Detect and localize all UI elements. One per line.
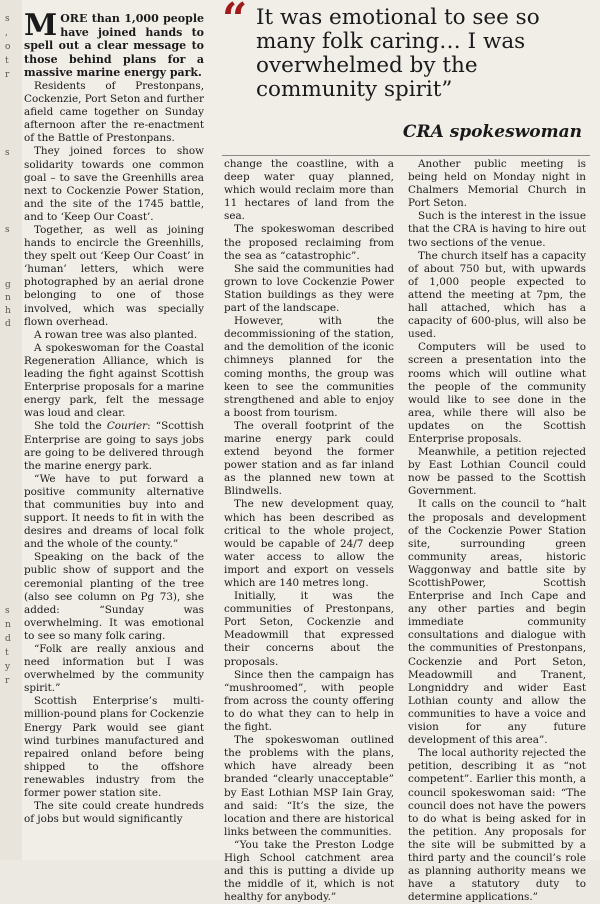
- pull-quote: [222, 0, 590, 154]
- margin-letter: t: [5, 648, 9, 658]
- margin-letter: g: [5, 280, 11, 290]
- paragraph: The overall footprint of the marine energy park could extend beyond the former power station and as far inland as the planned new town at Blindwells.: [224, 419, 394, 498]
- paragraph: “You take the Preston Lodge High School catchment area and this is putting a divide up the middle of it, which is not healthy for anybody.”: [224, 838, 394, 904]
- margin-letter: s: [5, 606, 10, 616]
- paragraph: Another public meeting is being held on Monday night in Chalmers Memorial Church in Port Seton.: [408, 158, 586, 210]
- paragraph: “Folk are really anxious and need information but I was overwhelmed by the community spirit.”: [24, 643, 204, 695]
- paragraph: [24, 420, 204, 472]
- paragraph: Initially, it was the communities of Prestonpans, Port Seton, Cockenzie and Meadowmill that expressed their concerns about the proposals.: [224, 590, 394, 668]
- quote-mark-icon: “: [222, 0, 244, 45]
- divider: [222, 155, 590, 156]
- paragraph: The spokeswoman described the proposed reclaiming from the sea as “catastrophic”.: [224, 223, 394, 262]
- margin-letter: d: [5, 319, 11, 329]
- margin-letter: ,: [5, 28, 8, 38]
- paragraph: However, with the decommissioning of the station, and the demolition of the iconic chimneys planned for the coming months, the group was keen to see the communities strengthened and able to enjoy a boost from tourism.: [224, 315, 394, 419]
- lede-text: ORE than 1,000 people have joined hands to spell out a clear message to those behind plans for a massive marine energy park.: [24, 12, 204, 80]
- margin-letter: r: [5, 70, 10, 80]
- margin-letter: n: [5, 293, 11, 303]
- margin-letter: s: [5, 148, 10, 158]
- margin-letter: y: [5, 662, 11, 672]
- text-run: She told the: [34, 420, 107, 433]
- article-column-3: [408, 158, 586, 904]
- paragraph: Computers will be used to screen a presentation into the rooms which will outline what the people of the community would like to see done in the area, while there will also be updates on the Scottish Enterprise proposals.: [408, 341, 586, 445]
- paragraph: Residents of Prestonpans, Cockenzie, Port Seton and further afield came together on Sunday afternoon after the re-enactment of the Battle of Prestonpans.: [24, 79, 205, 145]
- paragraph: Since then the campaign has “mushroomed”, with people from across the county offering to do what they can to help in the fight.: [224, 668, 394, 734]
- margin-letter: r: [5, 676, 10, 686]
- article-column-1: [24, 8, 205, 826]
- paragraph: The local authority rejected the petition, describing it as “not competent”. Earlier this month, a council spokeswoman said: “The council does not have the powers to do what is being asked for in the petition. Any proposals for the site will be submitted by a third party and the council’s role as planning authority means we have a statutory duty to determine applications.”: [408, 747, 586, 904]
- pull-quote-text: It was emotional to see so many folk caring… I was overwhelmed by the community spirit”: [256, 5, 540, 102]
- paragraph: They joined forces to show solidarity towards one common goal – to save the Greenhills area next to Cockenzie Power Station, and the site of the 1745 battle, and to ‘Keep Our Coast’.: [24, 145, 204, 223]
- paragraph: A spokeswoman for the Coastal Regeneration Alliance, which is leading the fight against Scottish Enterprise proposals for a marine energy park, felt the message was loud and clear.: [24, 341, 204, 420]
- paragraph: It calls on the council to “halt the proposals and development of the Cockenzie Power Station site, surrounding green community areas, historic Waggonway and battle site by ScottishPower, Scottish Enterprise and Inch Cape and any other parties and begin immediate community consultations and dialogue with the communities of Prestonpans, Cockenzie and Port Seton, Meadowmill and Tranent, Longniddry and wider East Lothian county and allow the communities to have a voice and vision for any future development of this area”.: [408, 498, 586, 747]
- margin-letter: s: [5, 14, 10, 24]
- margin-letter: t: [5, 56, 9, 66]
- paragraph: A rowan tree was also planted.: [34, 328, 198, 341]
- article-column-2: [224, 158, 394, 904]
- pull-quote-attribution: CRA spokeswoman: [402, 122, 582, 142]
- paragraph: The new development quay, which has been described as critical to the whole project, would be capable of 24/7 deep water access to allow the import and export on vessels which are 140 metres long.: [224, 498, 394, 589]
- margin-letter: n: [5, 620, 11, 630]
- paragraph: The spokeswoman outlined the problems with the plans, which have already been branded “clearly unacceptable” by East Lothian MSP Iain Gray, and said: “It’s the size, the location and there are historical links between the communities.: [224, 734, 394, 838]
- margin-letter: d: [5, 634, 11, 644]
- margin-letter: h: [5, 306, 11, 316]
- drop-cap: M: [24, 8, 58, 43]
- margin-letter: o: [5, 42, 11, 52]
- paragraph: change the coastline, with a deep water quay planned, which would reclaim more than 11 hectares of land from the sea.: [224, 158, 394, 223]
- paragraph: “We have to put forward a positive community alternative that communities buy into and support. It needs to fit in with the desires and dreams of local folk and the whole of the county.”: [24, 472, 204, 551]
- paragraph: She said the communities had grown to love Cockenzie Power Station buildings as they were part of the landscape.: [224, 262, 394, 315]
- lede-paragraph: [24, 8, 204, 80]
- margin-letter: s: [5, 225, 10, 235]
- adjacent-column-fragment: [0, 0, 22, 860]
- paragraph: The church itself has a capacity of about 750 but, with upwards of 1,000 people expected to attend the meeting at 7pm, the hall attached, which has a capacity of 600-plus, will also be used.: [408, 249, 586, 341]
- paragraph: Speaking on the back of the public show of support and the ceremonial planting of the tree (also see column on Pg 73), she added: “Sunday was overwhelming. It was emotional to see so many folk caring.: [24, 551, 204, 642]
- paragraph: Meanwhile, a petition rejected by East Lothian Council could now be passed to the Scottish Government.: [408, 446, 586, 498]
- text-run: : “Scottish Enterprise are going to says jobs are going to be delivered through the marine energy park.: [24, 420, 204, 472]
- paragraph: The site could create hundreds of jobs but would significantly: [24, 800, 204, 826]
- paragraph: Such is the interest in the issue that the CRA is having to hire out two sections of the venue.: [408, 210, 586, 249]
- paragraph: Scottish Enterprise’s multi-million-pound plans for Cockenzie Energy Park would see giant wind turbines manufactured and repaired onland before being shipped to the offshore renewables industry from the former power station site.: [24, 695, 204, 800]
- paragraph: Together, as well as joining hands to encircle the Greenhills, they spelt out ‘Keep Our Coast’ in ‘human’ letters, which were photographed by an aerial drone belonging to one of those involved, which was specially flown overhead.: [24, 224, 204, 328]
- publication-name: Courier: [106, 420, 148, 433]
